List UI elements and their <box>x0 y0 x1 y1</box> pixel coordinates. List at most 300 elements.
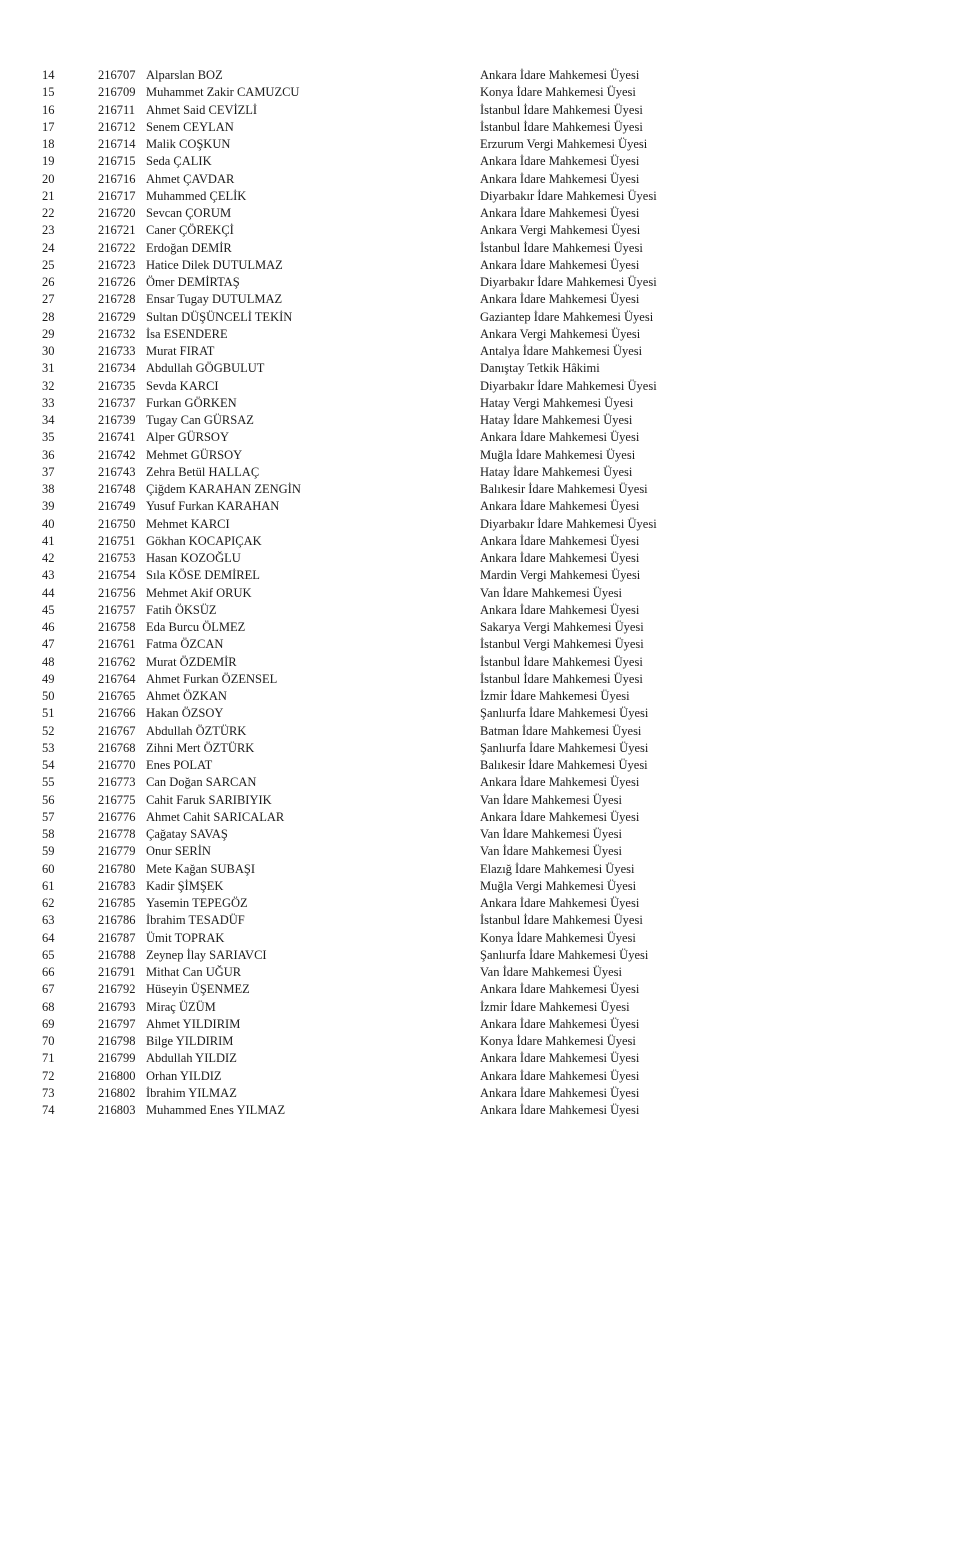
list-item <box>0 102 960 119</box>
assigned-post: Şanlıurfa İdare Mahkemesi Üyesi <box>480 740 649 755</box>
registry-number: 216732 <box>98 326 136 341</box>
registry-number: 216723 <box>98 257 136 272</box>
assigned-post: İstanbul Vergi Mahkemesi Üyesi <box>480 637 644 652</box>
registry-number: 216762 <box>98 654 136 669</box>
list-item <box>0 429 960 446</box>
list-item <box>0 947 960 964</box>
row-number: 20 <box>42 171 55 186</box>
list-item <box>0 1085 960 1102</box>
list-item <box>0 136 960 153</box>
row-number: 67 <box>42 982 55 997</box>
list-item <box>0 67 960 84</box>
row-number: 64 <box>42 930 55 945</box>
row-number: 34 <box>42 413 55 427</box>
list-item <box>0 843 960 860</box>
person-name: Enes POLAT <box>146 758 213 772</box>
registry-number: 216722 <box>98 240 136 255</box>
list-item <box>0 309 960 326</box>
registry-number: 216757 <box>98 602 136 617</box>
row-number: 33 <box>42 395 55 410</box>
assigned-post: Ankara İdare Mahkemesi Üyesi <box>480 1051 640 1066</box>
assigned-post: Ankara İdare Mahkemesi Üyesi <box>480 171 640 186</box>
registry-number: 216775 <box>98 792 136 807</box>
person-name: İsa ESENDERE <box>146 326 228 341</box>
list-item <box>0 792 960 809</box>
assigned-post: Diyarbakır İdare Mahkemesi Üyesi <box>480 275 657 289</box>
person-name: Ömer DEMİRTAŞ <box>146 275 240 289</box>
registry-number: 216742 <box>98 447 136 462</box>
list-item <box>0 498 960 515</box>
registry-number: 216800 <box>98 1068 136 1083</box>
list-item <box>0 274 960 291</box>
list-item <box>0 602 960 619</box>
list-item <box>0 1050 960 1067</box>
row-number: 46 <box>42 620 55 634</box>
person-name: Ahmet Cahit SARICALAR <box>146 809 285 824</box>
assigned-post: İstanbul İdare Mahkemesi Üyesi <box>480 102 643 117</box>
person-name: Malik COŞKUN <box>146 137 231 151</box>
list-item <box>0 1068 960 1085</box>
row-number: 24 <box>42 240 55 255</box>
row-number: 48 <box>42 654 55 669</box>
list-item <box>0 395 960 412</box>
assigned-post: Konya İdare Mahkemesi Üyesi <box>480 1034 636 1048</box>
registry-number: 216787 <box>98 930 136 945</box>
row-number: 43 <box>42 568 55 583</box>
registry-number: 216737 <box>98 395 136 410</box>
registry-number: 216717 <box>98 188 136 203</box>
list-item <box>0 585 960 602</box>
registry-number: 216735 <box>98 378 136 393</box>
person-name: Ensar Tugay DUTULMAZ <box>146 292 283 307</box>
assigned-post: Ankara İdare Mahkemesi Üyesi <box>480 499 640 514</box>
list-item <box>0 291 960 308</box>
list-item <box>0 636 960 653</box>
assigned-post: Sakarya Vergi Mahkemesi Üyesi <box>480 620 644 634</box>
assigned-post: Ankara İdare Mahkemesi Üyesi <box>480 1103 640 1117</box>
list-item <box>0 912 960 929</box>
person-name: Murat FIRAT <box>146 344 215 358</box>
row-number: 28 <box>42 309 55 324</box>
person-name: Ahmet Furkan ÖZENSEL <box>146 671 278 686</box>
list-item <box>0 481 960 498</box>
list-item <box>0 964 960 981</box>
row-number: 53 <box>42 740 55 755</box>
registry-number: 216797 <box>98 1016 136 1031</box>
registry-number: 216793 <box>98 999 136 1014</box>
person-name: Mehmet GÜRSOY <box>146 447 243 462</box>
registry-number: 216750 <box>98 516 136 531</box>
list-item <box>0 119 960 136</box>
row-number: 16 <box>42 102 55 117</box>
registry-number: 216711 <box>98 102 136 117</box>
registry-number: 216798 <box>98 1034 136 1048</box>
list-item <box>0 654 960 671</box>
assigned-post: İstanbul İdare Mahkemesi Üyesi <box>480 654 643 669</box>
list-item <box>0 447 960 464</box>
assigned-post: Danıştay Tetkik Hâkimi <box>480 361 600 376</box>
person-name: Gökhan KOCAPIÇAK <box>146 533 262 548</box>
person-name: Abdullah GÖGBULUT <box>146 361 265 376</box>
registry-number: 216773 <box>98 775 136 790</box>
list-item <box>0 1102 960 1119</box>
row-number: 15 <box>42 85 55 100</box>
row-number: 52 <box>42 723 55 738</box>
row-number: 39 <box>42 499 55 514</box>
person-name: Onur SERİN <box>146 844 211 859</box>
list-item <box>0 981 960 998</box>
registry-number: 216751 <box>98 533 136 548</box>
registry-number: 216761 <box>98 637 136 652</box>
assigned-post: Ankara İdare Mahkemesi Üyesi <box>480 1016 640 1031</box>
registry-number: 216716 <box>98 171 136 186</box>
person-name: Ahmet ÇAVDAR <box>146 171 235 186</box>
person-name: Ümit TOPRAK <box>146 930 225 945</box>
assigned-post: Batman İdare Mahkemesi Üyesi <box>480 723 642 738</box>
person-name: Sıla KÖSE DEMİREL <box>146 568 260 583</box>
assigned-post: Diyarbakır İdare Mahkemesi Üyesi <box>480 516 657 531</box>
row-number: 36 <box>42 447 55 462</box>
list-item <box>0 533 960 550</box>
row-number: 55 <box>42 775 55 790</box>
assigned-post: Muğla Vergi Mahkemesi Üyesi <box>480 878 637 893</box>
person-name: İbrahim YILMAZ <box>146 1085 237 1100</box>
row-number: 59 <box>42 844 55 859</box>
person-name: Abdullah YILDIZ <box>146 1051 237 1066</box>
registry-number: 216720 <box>98 206 136 220</box>
assigned-post: Van İdare Mahkemesi Üyesi <box>480 827 622 841</box>
person-name: Mehmet KARCI <box>146 516 230 531</box>
assigned-post: Ankara Vergi Mahkemesi Üyesi <box>480 223 641 238</box>
registry-number: 216758 <box>98 620 136 634</box>
list-item <box>0 205 960 222</box>
row-number: 57 <box>42 809 55 824</box>
list-item <box>0 257 960 274</box>
registry-number: 216709 <box>98 85 136 100</box>
row-number: 29 <box>42 326 55 341</box>
row-number: 27 <box>42 292 55 307</box>
registry-number: 216802 <box>98 1085 136 1100</box>
person-name: Murat ÖZDEMİR <box>146 654 237 669</box>
assigned-post: İstanbul İdare Mahkemesi Üyesi <box>480 671 643 686</box>
person-name: Hakan ÖZSOY <box>146 706 224 721</box>
assigned-post: Mardin Vergi Mahkemesi Üyesi <box>480 568 641 583</box>
row-number: 45 <box>42 602 55 617</box>
registry-number: 216792 <box>98 982 136 997</box>
assigned-post: Ankara İdare Mahkemesi Üyesi <box>480 551 640 565</box>
registry-number: 216754 <box>98 568 136 583</box>
assigned-post: Diyarbakır İdare Mahkemesi Üyesi <box>480 188 657 203</box>
row-number: 68 <box>42 999 55 1014</box>
row-number: 60 <box>42 861 55 876</box>
assigned-post: Ankara İdare Mahkemesi Üyesi <box>480 982 640 997</box>
person-name: Zihni Mert ÖZTÜRK <box>146 740 255 755</box>
registry-number: 216739 <box>98 413 136 427</box>
list-item <box>0 705 960 722</box>
registry-number: 216712 <box>98 119 136 134</box>
assigned-post: Ankara İdare Mahkemesi Üyesi <box>480 775 640 790</box>
list-item <box>0 171 960 188</box>
list-item <box>0 723 960 740</box>
assigned-post: Diyarbakır İdare Mahkemesi Üyesi <box>480 378 657 393</box>
registry-number: 216799 <box>98 1051 136 1066</box>
assigned-post: Ankara Vergi Mahkemesi Üyesi <box>480 326 641 341</box>
list-item <box>0 1033 960 1050</box>
assigned-post: Erzurum Vergi Mahkemesi Üyesi <box>480 137 648 151</box>
assigned-post: Hatay İdare Mahkemesi Üyesi <box>480 464 633 479</box>
person-name: Alparslan BOZ <box>146 68 223 82</box>
row-number: 73 <box>42 1085 55 1100</box>
list-item <box>0 240 960 257</box>
person-name: Sultan DÜŞÜNCELİ TEKİN <box>146 309 293 324</box>
list-item <box>0 930 960 947</box>
person-name: Yasemin TEPEGÖZ <box>146 896 248 910</box>
list-item <box>0 757 960 774</box>
assigned-post: Ankara İdare Mahkemesi Üyesi <box>480 602 640 617</box>
assigned-post: Van İdare Mahkemesi Üyesi <box>480 965 622 979</box>
assigned-post: Ankara İdare Mahkemesi Üyesi <box>480 896 640 910</box>
registry-number: 216785 <box>98 896 136 910</box>
registry-number: 216748 <box>98 482 136 496</box>
registry-number: 216728 <box>98 292 136 307</box>
person-name: Cahit Faruk SARIBIYIK <box>146 792 272 807</box>
row-number: 54 <box>42 758 55 772</box>
person-name: Ahmet YILDIRIM <box>146 1016 241 1031</box>
person-name: Alper GÜRSOY <box>146 430 229 445</box>
assigned-post: İzmir İdare Mahkemesi Üyesi <box>480 999 630 1014</box>
row-number: 44 <box>42 585 55 600</box>
registry-number: 216743 <box>98 464 136 479</box>
list-item <box>0 1016 960 1033</box>
person-name: Bilge YILDIRIM <box>146 1034 234 1048</box>
person-name: Zehra Betül HALLAÇ <box>146 464 260 479</box>
registry-number: 216764 <box>98 671 136 686</box>
row-number: 19 <box>42 154 55 169</box>
registry-number: 216767 <box>98 723 136 738</box>
list-item <box>0 222 960 239</box>
person-name: Fatma ÖZCAN <box>146 637 224 652</box>
person-name: Tugay Can GÜRSAZ <box>146 413 254 427</box>
person-name: Miraç ÜZÜM <box>146 999 216 1014</box>
assigned-post: Ankara İdare Mahkemesi Üyesi <box>480 809 640 824</box>
list-item <box>0 895 960 912</box>
row-number: 51 <box>42 706 55 721</box>
person-name: Hatice Dilek DUTULMAZ <box>146 257 283 272</box>
row-number: 66 <box>42 965 55 979</box>
registry-number: 216803 <box>98 1103 136 1117</box>
list-item <box>0 671 960 688</box>
assigned-post: Ankara İdare Mahkemesi Üyesi <box>480 533 640 548</box>
person-name: Çağatay SAVAŞ <box>146 827 228 841</box>
assigned-post: Konya İdare Mahkemesi Üyesi <box>480 930 636 945</box>
row-number: 23 <box>42 223 55 238</box>
assigned-post: Ankara İdare Mahkemesi Üyesi <box>480 154 640 169</box>
registry-number: 216729 <box>98 309 136 324</box>
person-name: Ahmet ÖZKAN <box>146 689 227 703</box>
person-name: Yusuf Furkan KARAHAN <box>146 499 280 514</box>
registry-number: 216778 <box>98 827 136 841</box>
list-item <box>0 464 960 481</box>
list-item <box>0 188 960 205</box>
person-name: Abdullah ÖZTÜRK <box>146 723 247 738</box>
person-name: Hasan KOZOĞLU <box>146 551 241 565</box>
registry-number: 216714 <box>98 137 136 151</box>
list-item <box>0 153 960 170</box>
registry-number: 216779 <box>98 844 136 859</box>
registry-number: 216788 <box>98 947 136 962</box>
list-item <box>0 550 960 567</box>
registry-number: 216753 <box>98 551 136 565</box>
assigned-post: Balıkesir İdare Mahkemesi Üyesi <box>480 758 648 772</box>
list-item <box>0 688 960 705</box>
row-number: 14 <box>42 68 55 82</box>
row-number: 22 <box>42 206 55 220</box>
assigned-post: Hatay İdare Mahkemesi Üyesi <box>480 413 633 427</box>
registry-number: 216721 <box>98 223 136 238</box>
registry-number: 216776 <box>98 809 136 824</box>
person-name: Erdoğan DEMİR <box>146 240 232 255</box>
assigned-post: Balıkesir İdare Mahkemesi Üyesi <box>480 482 648 496</box>
assigned-post: Antalya İdare Mahkemesi Üyesi <box>480 344 643 358</box>
row-number: 69 <box>42 1016 55 1031</box>
person-name: Eda Burcu ÖLMEZ <box>146 620 246 634</box>
list-item <box>0 378 960 395</box>
list-item <box>0 878 960 895</box>
row-number: 41 <box>42 533 55 548</box>
registry-number: 216791 <box>98 965 136 979</box>
row-number: 18 <box>42 137 55 151</box>
registry-number: 216734 <box>98 361 136 376</box>
person-name: Seda ÇALIK <box>146 154 212 169</box>
row-number: 35 <box>42 430 55 445</box>
registry-number: 216756 <box>98 585 136 600</box>
person-name: Furkan GÖRKEN <box>146 395 237 410</box>
person-name: Fatih ÖKSÜZ <box>146 602 217 617</box>
person-name: Can Doğan SARCAN <box>146 775 257 790</box>
registry-number: 216733 <box>98 344 136 358</box>
row-number: 56 <box>42 792 55 807</box>
assigned-post: Elazığ İdare Mahkemesi Üyesi <box>480 861 635 876</box>
registry-number: 216786 <box>98 913 136 928</box>
row-number: 17 <box>42 119 55 134</box>
list-item <box>0 516 960 533</box>
row-number: 71 <box>42 1051 55 1066</box>
row-number: 61 <box>42 878 55 893</box>
person-name: İbrahim TESADÜF <box>146 913 245 928</box>
registry-number: 216741 <box>98 430 136 445</box>
row-number: 21 <box>42 188 55 203</box>
assigned-post: Hatay Vergi Mahkemesi Üyesi <box>480 395 634 410</box>
assigned-post: Gaziantep İdare Mahkemesi Üyesi <box>480 309 654 324</box>
assigned-post: Ankara İdare Mahkemesi Üyesi <box>480 1068 640 1083</box>
row-number: 47 <box>42 637 55 652</box>
person-name: Mete Kağan SUBAŞI <box>146 861 256 876</box>
assigned-post: İstanbul İdare Mahkemesi Üyesi <box>480 913 643 928</box>
row-number: 38 <box>42 482 55 496</box>
person-name: Kadir ŞİMŞEK <box>146 878 224 893</box>
person-name: Muhammed Enes YILMAZ <box>146 1103 286 1117</box>
assigned-post: Şanlıurfa İdare Mahkemesi Üyesi <box>480 947 649 962</box>
person-name: Hüseyin ÜŞENMEZ <box>146 982 250 997</box>
assigned-post: İzmir İdare Mahkemesi Üyesi <box>480 689 630 703</box>
list-item <box>0 619 960 636</box>
list-item <box>0 326 960 343</box>
assigned-post: Ankara İdare Mahkemesi Üyesi <box>480 292 640 307</box>
row-number: 42 <box>42 551 55 565</box>
list-item <box>0 774 960 791</box>
assigned-post: Muğla İdare Mahkemesi Üyesi <box>480 447 636 462</box>
list-item <box>0 861 960 878</box>
list-item <box>0 567 960 584</box>
assigned-post: İstanbul İdare Mahkemesi Üyesi <box>480 119 643 134</box>
row-number: 74 <box>42 1103 55 1117</box>
appointment-list <box>0 67 960 1119</box>
assigned-post: Van İdare Mahkemesi Üyesi <box>480 844 622 859</box>
registry-number: 216768 <box>98 740 136 755</box>
person-name: Muhammet Zakir CAMUZCU <box>146 85 300 100</box>
assigned-post: Ankara İdare Mahkemesi Üyesi <box>480 257 640 272</box>
assigned-post: Şanlıurfa İdare Mahkemesi Üyesi <box>480 706 649 721</box>
row-number: 63 <box>42 913 55 928</box>
person-name: Çiğdem KARAHAN ZENGİN <box>146 482 301 496</box>
row-number: 31 <box>42 361 55 376</box>
list-item <box>0 740 960 757</box>
row-number: 25 <box>42 257 55 272</box>
registry-number: 216749 <box>98 499 136 514</box>
assigned-post: Van İdare Mahkemesi Üyesi <box>480 792 622 807</box>
assigned-post: Ankara İdare Mahkemesi Üyesi <box>480 430 640 445</box>
person-name: Sevcan ÇORUM <box>146 206 232 220</box>
person-name: Zeynep İlay SARIAVCI <box>146 947 267 962</box>
person-name: Mithat Can UĞUR <box>146 965 242 979</box>
row-number: 62 <box>42 896 55 910</box>
assigned-post: İstanbul İdare Mahkemesi Üyesi <box>480 240 643 255</box>
row-number: 50 <box>42 689 55 703</box>
registry-number: 216715 <box>98 154 136 169</box>
registry-number: 216726 <box>98 275 136 289</box>
registry-number: 216765 <box>98 689 136 703</box>
person-name: Caner ÇÖREKÇİ <box>146 223 234 238</box>
person-name: Orhan YILDIZ <box>146 1068 222 1083</box>
person-name: Senem CEYLAN <box>146 119 234 134</box>
person-name: Muhammed ÇELİK <box>146 188 247 203</box>
assigned-post: Ankara İdare Mahkemesi Üyesi <box>480 206 640 220</box>
row-number: 40 <box>42 516 55 531</box>
assigned-post: Ankara İdare Mahkemesi Üyesi <box>480 68 640 82</box>
row-number: 30 <box>42 344 55 358</box>
assigned-post: Van İdare Mahkemesi Üyesi <box>480 585 622 600</box>
list-item <box>0 84 960 101</box>
assigned-post: Ankara İdare Mahkemesi Üyesi <box>480 1085 640 1100</box>
row-number: 58 <box>42 827 55 841</box>
row-number: 32 <box>42 378 55 393</box>
person-name: Ahmet Said CEVİZLİ <box>146 102 258 117</box>
list-item <box>0 343 960 360</box>
registry-number: 216707 <box>98 68 136 82</box>
row-number: 70 <box>42 1034 55 1048</box>
row-number: 37 <box>42 464 55 479</box>
row-number: 26 <box>42 275 55 289</box>
registry-number: 216780 <box>98 861 136 876</box>
row-number: 49 <box>42 671 55 686</box>
registry-number: 216766 <box>98 706 136 721</box>
row-number: 65 <box>42 947 55 962</box>
list-item <box>0 826 960 843</box>
person-name: Sevda KARCI <box>146 378 219 393</box>
person-name: Mehmet Akif ORUK <box>146 585 252 600</box>
registry-number: 216770 <box>98 758 136 772</box>
list-item <box>0 412 960 429</box>
